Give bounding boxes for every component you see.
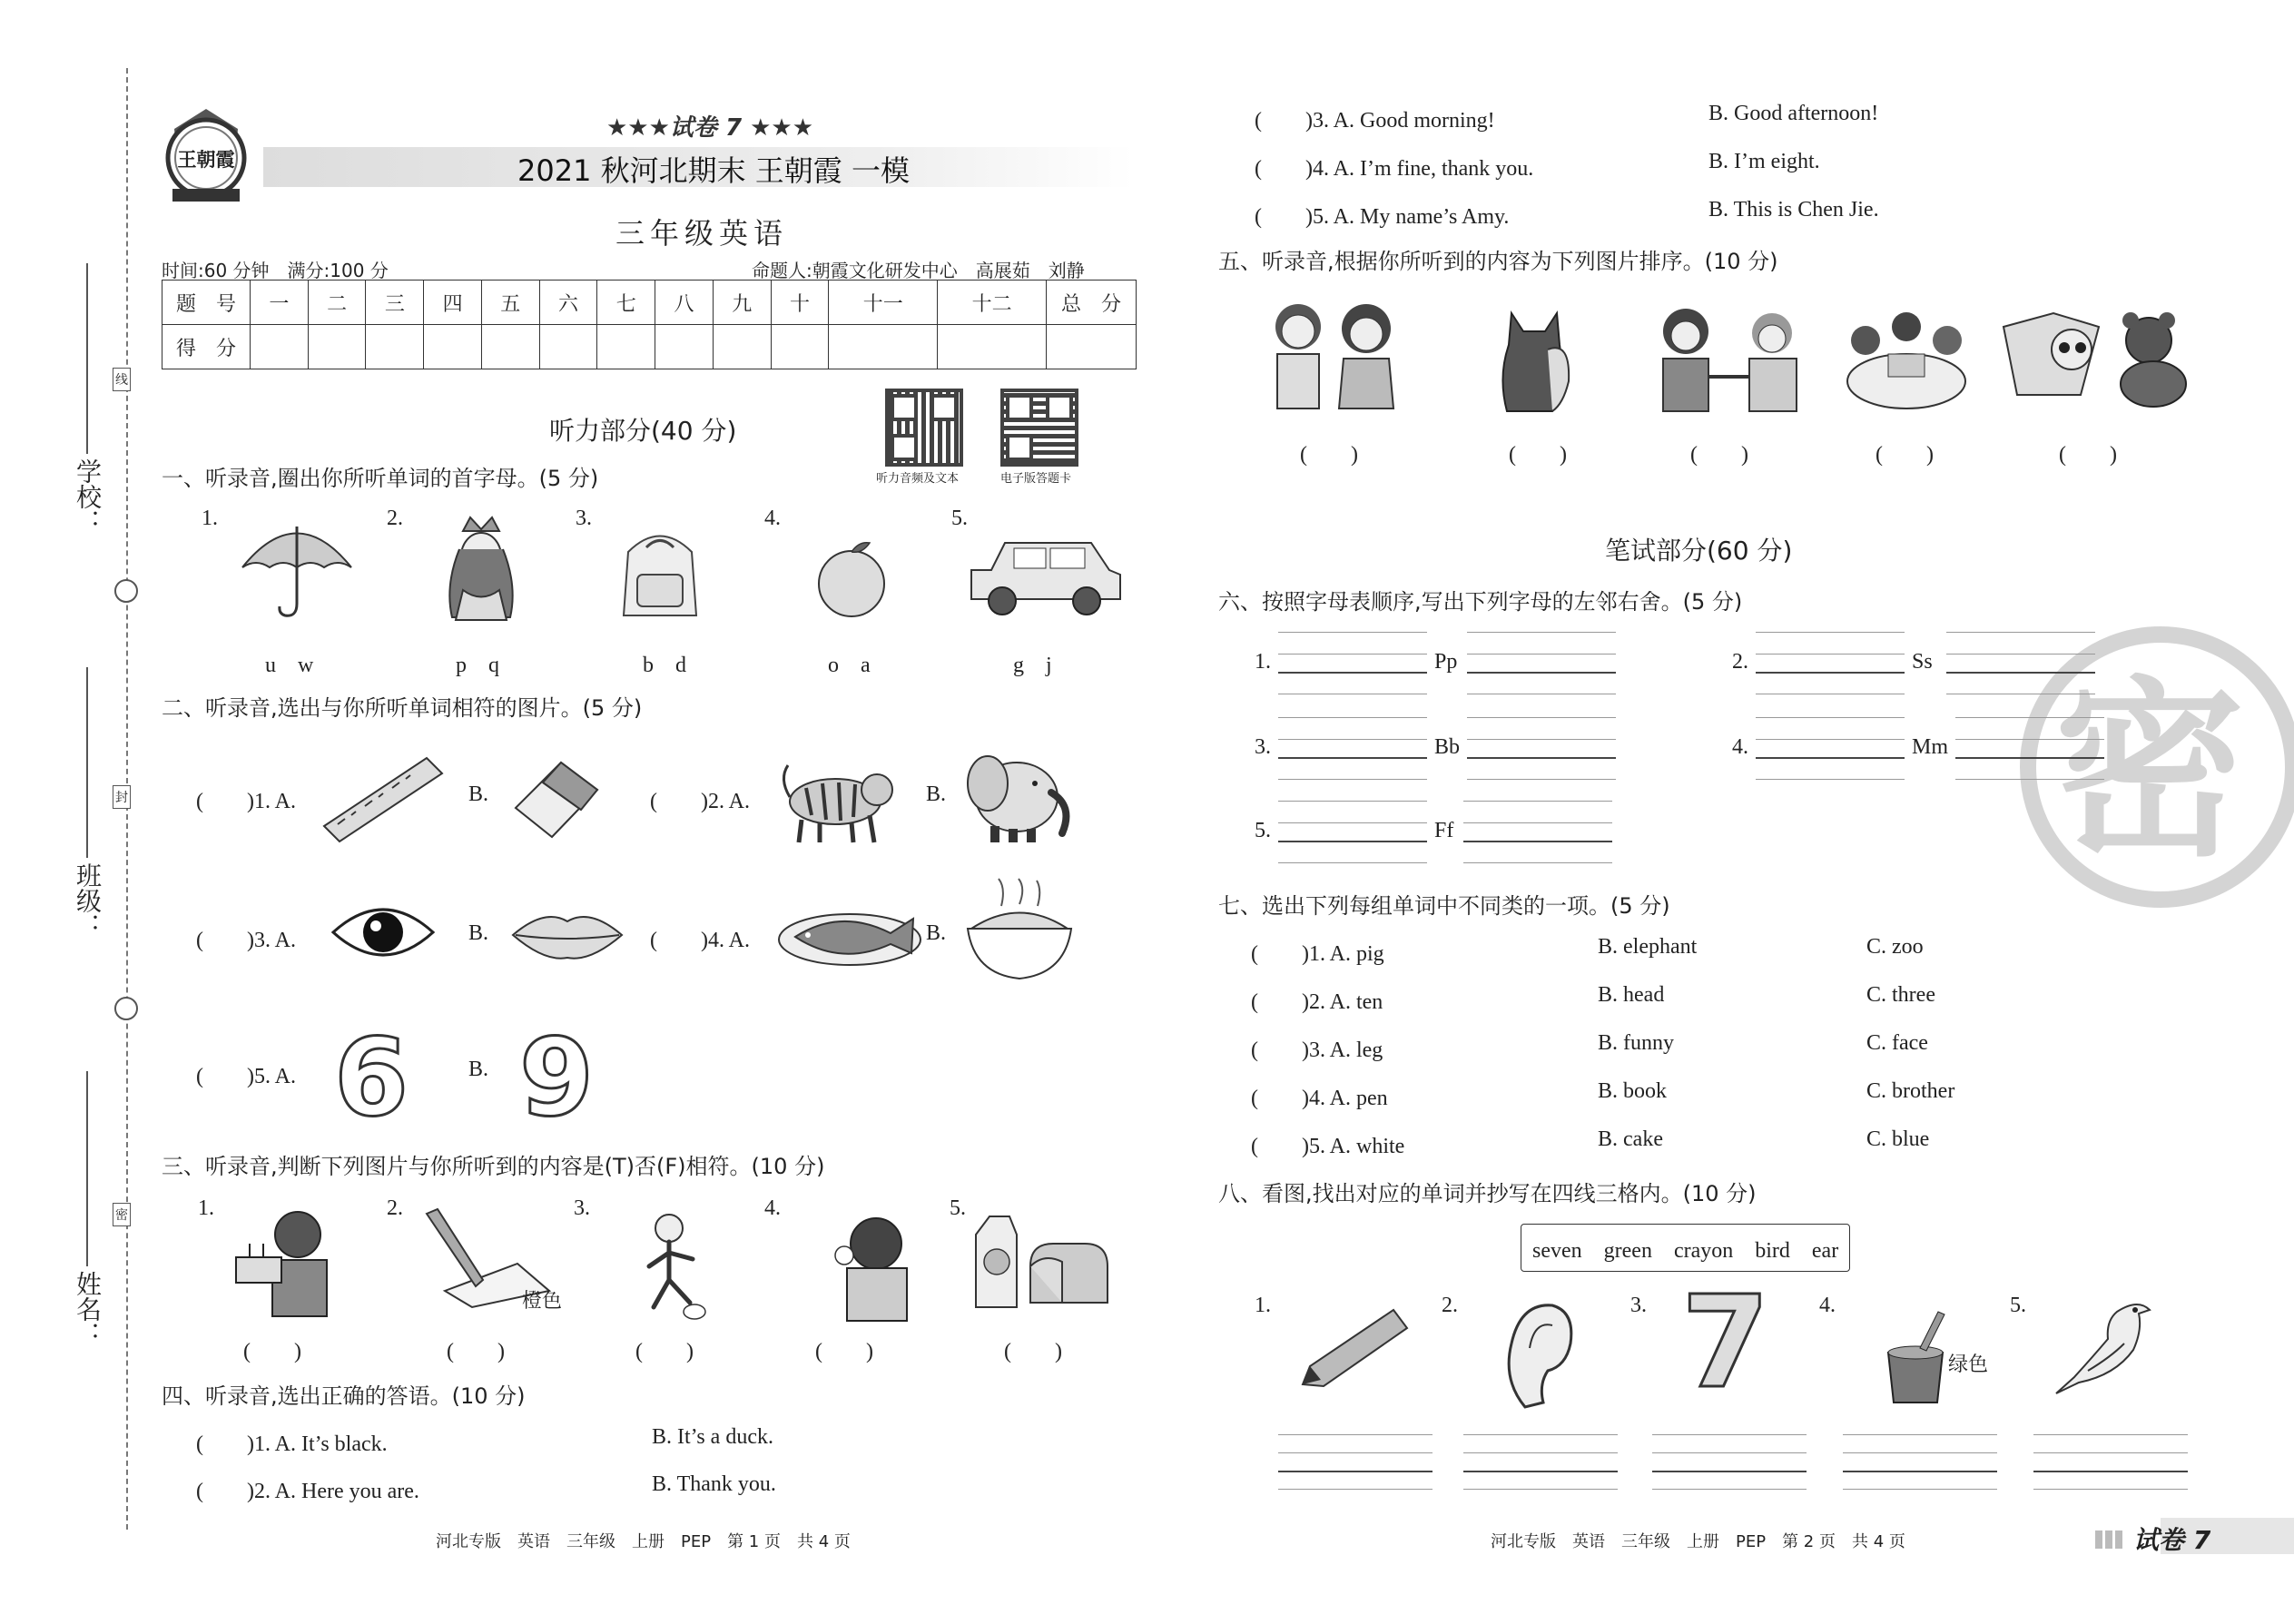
q6-letter: Ff <box>1434 819 1454 842</box>
score-header: 二 <box>308 281 366 325</box>
bind-mark-2: 封 <box>113 785 131 809</box>
queen-icon <box>436 513 527 626</box>
q8-word-box: seven green crayon bird ear <box>1521 1224 1850 1272</box>
q6-num: 5. <box>1255 819 1271 842</box>
binding-hole-2 <box>114 997 138 1020</box>
score-cell[interactable] <box>713 325 771 369</box>
q2-option-b: B. <box>926 782 947 806</box>
boy-with-cake-icon <box>227 1207 345 1321</box>
birthday-party-icon <box>1843 304 1970 413</box>
q8-num: 3. <box>1630 1294 1647 1317</box>
rice-bowl-icon <box>960 879 1078 983</box>
q1-num: 1. <box>202 507 218 530</box>
digit-seven: 7 <box>1681 1269 1770 1417</box>
q2-title: 二、听录音,选出与你所听单词相符的图片。(5 分) <box>162 695 643 721</box>
q7-option-b: B. cake <box>1598 1127 1663 1151</box>
score-header: 六 <box>539 281 597 325</box>
score-header: 五 <box>481 281 539 325</box>
bag-icon <box>610 525 710 625</box>
logo <box>156 102 256 211</box>
q6-num: 4. <box>1732 735 1748 759</box>
q4-option-a[interactable]: ( )4. A. I’m fine, thank you. <box>1255 157 1534 181</box>
bear-and-panda-icon <box>1999 304 2194 408</box>
writing-section-title: 笔试部分(60 分) <box>1605 536 1793 566</box>
q6-title: 六、按照字母表顺序,写出下列字母的左邻右舍。(5 分) <box>1218 589 1743 615</box>
q4-option-b: B. Good afternoon! <box>1708 102 1879 125</box>
q3-answer-bracket[interactable]: ( ) <box>815 1340 873 1363</box>
score-header: 十一 <box>829 281 938 325</box>
score-header: 题 号 <box>162 281 251 325</box>
score-cell[interactable] <box>771 325 829 369</box>
exam-authors: 命题人:朝霞文化研发中心 高展茹 刘静 <box>752 260 1085 281</box>
q8-title: 八、看图,找出对应的单词并抄写在四线三格内。(10 分) <box>1218 1181 1757 1206</box>
seal-stamp <box>2020 626 2294 908</box>
q3-num: 5. <box>950 1196 966 1220</box>
q3-title: 三、听录音,判断下列图片与你所听到的内容是(T)否(F)相符。(10 分) <box>162 1154 825 1179</box>
score-row-label: 得 分 <box>162 325 251 369</box>
girl-sneezing-icon <box>822 1212 921 1321</box>
q2-item[interactable]: ( )2. A. <box>650 790 750 813</box>
score-cell[interactable] <box>597 325 655 369</box>
milk-and-bread-icon <box>971 1212 1117 1312</box>
class-label: 班级： <box>73 862 103 939</box>
qr-code-2[interactable] <box>1000 389 1078 467</box>
mouth-icon <box>508 908 626 962</box>
q8-num: 1. <box>1255 1294 1271 1317</box>
logo-text: 王朝霞 <box>177 148 235 171</box>
q3-answer-bracket[interactable]: ( ) <box>635 1340 694 1363</box>
q1-num: 4. <box>764 507 781 530</box>
score-cell[interactable] <box>1047 325 1137 369</box>
q5-answer-bracket[interactable]: ( ) <box>1690 443 1748 467</box>
q8-num: 2. <box>1442 1294 1458 1317</box>
q7-option-a[interactable]: ( )1. A. pig <box>1251 942 1384 966</box>
q1-letters[interactable]: g j <box>1013 654 1052 677</box>
q4-option-a[interactable]: ( )3. A. Good morning! <box>1255 109 1495 133</box>
binding-hole-1 <box>114 579 138 603</box>
q2-option-b: B. <box>926 921 947 945</box>
ruler-icon <box>320 753 447 844</box>
listening-section-title: 听力部分(40 分) <box>549 416 737 446</box>
score-cell[interactable] <box>424 325 482 369</box>
qr-code-1[interactable] <box>885 389 963 467</box>
ear-icon <box>1498 1298 1580 1412</box>
q2-item[interactable]: ( )4. A. <box>650 929 750 952</box>
qr-label-1: 听力音频及文本 <box>876 472 960 486</box>
q3-num: 3. <box>574 1196 590 1220</box>
q6-letter: Bb <box>1434 735 1461 759</box>
q5-answer-bracket[interactable]: ( ) <box>2059 443 2117 467</box>
cat-icon <box>1498 304 1580 413</box>
score-cell[interactable] <box>655 325 714 369</box>
score-cell[interactable] <box>366 325 424 369</box>
q7-option-b: B. book <box>1598 1079 1668 1103</box>
crayon-icon <box>1294 1303 1421 1393</box>
q4-option-b: B. This is Chen Jie. <box>1708 198 1879 221</box>
q7-option-b: B. funny <box>1598 1031 1674 1055</box>
orange-color-label: 橙色 <box>522 1290 563 1313</box>
score-header: 三 <box>366 281 424 325</box>
score-header: 八 <box>655 281 714 325</box>
paper-badge: ★★★试卷 7 ★★★ <box>606 114 814 142</box>
name-label: 姓名： <box>73 1271 103 1347</box>
qr-label-2: 电子版答题卡 <box>1000 472 1072 486</box>
seal-stamp-char: 密 <box>2054 660 2246 882</box>
q5-answer-bracket[interactable]: ( ) <box>1876 443 1934 467</box>
footer-left: 河北专版 英语 三年级 上册 PEP 第 1 页 共 4 页 <box>436 1532 851 1551</box>
score-cell[interactable] <box>829 325 938 369</box>
q1-letters[interactable]: b d <box>643 654 686 677</box>
q7-option-c: C. zoo <box>1866 935 1924 959</box>
binding-margin <box>0 0 163 1624</box>
q7-option-b: B. elephant <box>1598 935 1698 959</box>
q7-option-c: C. face <box>1866 1031 1928 1055</box>
q1-num: 2. <box>387 507 403 530</box>
score-header: 十 <box>771 281 829 325</box>
bird-icon <box>2052 1294 2161 1403</box>
q7-option-c: C. three <box>1866 983 1935 1007</box>
q7-option-b: B. head <box>1598 983 1665 1007</box>
score-header: 九 <box>713 281 771 325</box>
bind-mark-3: 密 <box>113 1203 131 1226</box>
score-header: 七 <box>597 281 655 325</box>
q8-num: 4. <box>1819 1294 1836 1317</box>
score-cell[interactable] <box>938 325 1047 369</box>
footer-tag: 试卷 7 <box>2133 1525 2211 1555</box>
q7-option-a[interactable]: ( )4. A. pen <box>1251 1087 1388 1110</box>
score-cell[interactable] <box>308 325 366 369</box>
q7-option-c: C. blue <box>1866 1127 1930 1151</box>
kids-meeting-icon <box>1645 304 1817 413</box>
q1-letters[interactable]: p q <box>456 654 499 677</box>
eraser-icon <box>507 753 606 844</box>
q7-title: 七、选出下列每组单词中不同类的一项。(5 分) <box>1218 893 1670 919</box>
footer-tag-squares <box>2095 1530 2122 1549</box>
boy-running-icon <box>631 1212 713 1325</box>
q8-num: 5. <box>2010 1294 2026 1317</box>
q5-title: 五、听录音,根据你所听到的内容为下列图片排序。(10 分) <box>1218 249 1778 274</box>
elephant-icon <box>960 743 1078 847</box>
q2-option-b: B. <box>468 782 489 806</box>
score-cell[interactable] <box>539 325 597 369</box>
q4-option-a[interactable]: ( )2. A. Here you are. <box>196 1480 419 1503</box>
q2-item[interactable]: ( )1. A. <box>196 790 296 813</box>
kids-greeting-icon <box>1257 300 1421 413</box>
q7-option-c: C. brother <box>1866 1079 1955 1103</box>
q3-answer-bracket[interactable]: ( ) <box>1004 1340 1062 1363</box>
q6-letter: Mm <box>1912 735 1949 759</box>
score-header: 四 <box>424 281 482 325</box>
q4-option-b: B. It’s a duck. <box>652 1425 773 1449</box>
score-header: 十二 <box>938 281 1047 325</box>
bind-mark-1: 线 <box>113 368 131 391</box>
q2-option-b: B. <box>468 921 489 945</box>
score-header: 一 <box>251 281 309 325</box>
q7-option-a[interactable]: ( )5. A. white <box>1251 1135 1405 1158</box>
q6-letter: Ss <box>1912 650 1933 674</box>
q3-answer-bracket[interactable]: ( ) <box>447 1340 505 1363</box>
subject-title: 三年级英语 <box>615 216 789 251</box>
q6-letter: Pp <box>1434 650 1458 674</box>
orange-icon <box>815 534 888 620</box>
score-header: 总 分 <box>1047 281 1137 325</box>
q4-option-b: B. Thank you. <box>652 1472 776 1496</box>
q1-title: 一、听录音,圈出你所听单词的首字母。(5 分) <box>162 466 599 491</box>
paint-bucket-icon <box>1879 1307 1952 1407</box>
paper-title: 2021 秋河北期末 王朝霞 一模 <box>517 153 910 188</box>
q4-title: 四、听录音,选出正确的答语。(10 分) <box>162 1383 526 1409</box>
score-cell[interactable] <box>251 325 309 369</box>
q6-num: 2. <box>1732 650 1748 674</box>
q5-answer-bracket[interactable]: ( ) <box>1509 443 1567 467</box>
green-color-label: 绿色 <box>1948 1353 1989 1376</box>
q3-num: 2. <box>387 1196 403 1220</box>
digit-six: 6 <box>334 1015 409 1140</box>
score-cell[interactable] <box>481 325 539 369</box>
fish-icon <box>777 899 922 971</box>
q3-num: 4. <box>764 1196 781 1220</box>
eye-icon <box>329 901 438 964</box>
tiger-icon <box>779 752 897 847</box>
score-table <box>162 280 1137 369</box>
school-label: 学校： <box>73 458 103 535</box>
q4-option-a[interactable]: ( )5. A. My name’s Amy. <box>1255 205 1510 229</box>
q2-item[interactable]: ( )3. A. <box>196 929 296 952</box>
umbrella-icon <box>238 517 356 626</box>
q7-option-a[interactable]: ( )3. A. leg <box>1251 1038 1383 1062</box>
q7-option-a[interactable]: ( )2. A. ten <box>1251 990 1383 1014</box>
q1-letters[interactable]: u w <box>265 654 314 677</box>
q3-num: 1. <box>198 1196 214 1220</box>
q6-num: 3. <box>1255 735 1271 759</box>
q4-option-b: B. I’m eight. <box>1708 150 1820 173</box>
q1-letters[interactable]: o a <box>828 654 871 677</box>
q3-answer-bracket[interactable]: ( ) <box>243 1340 301 1363</box>
q2-item[interactable]: ( )5. A. <box>196 1065 296 1088</box>
q6-num: 1. <box>1255 650 1271 674</box>
q4-option-a[interactable]: ( )1. A. It’s black. <box>196 1432 388 1456</box>
q2-option-b: B. <box>468 1058 489 1081</box>
q1-num: 5. <box>951 507 968 530</box>
digit-nine: 9 <box>519 1015 595 1140</box>
exam-time: 时间:60 分钟 满分:100 分 <box>162 260 389 281</box>
q5-answer-bracket[interactable]: ( ) <box>1300 443 1358 467</box>
q1-num: 3. <box>576 507 592 530</box>
jeep-icon <box>964 534 1127 620</box>
footer-right: 河北专版 英语 三年级 上册 PEP 第 2 页 共 4 页 <box>1491 1532 1905 1551</box>
